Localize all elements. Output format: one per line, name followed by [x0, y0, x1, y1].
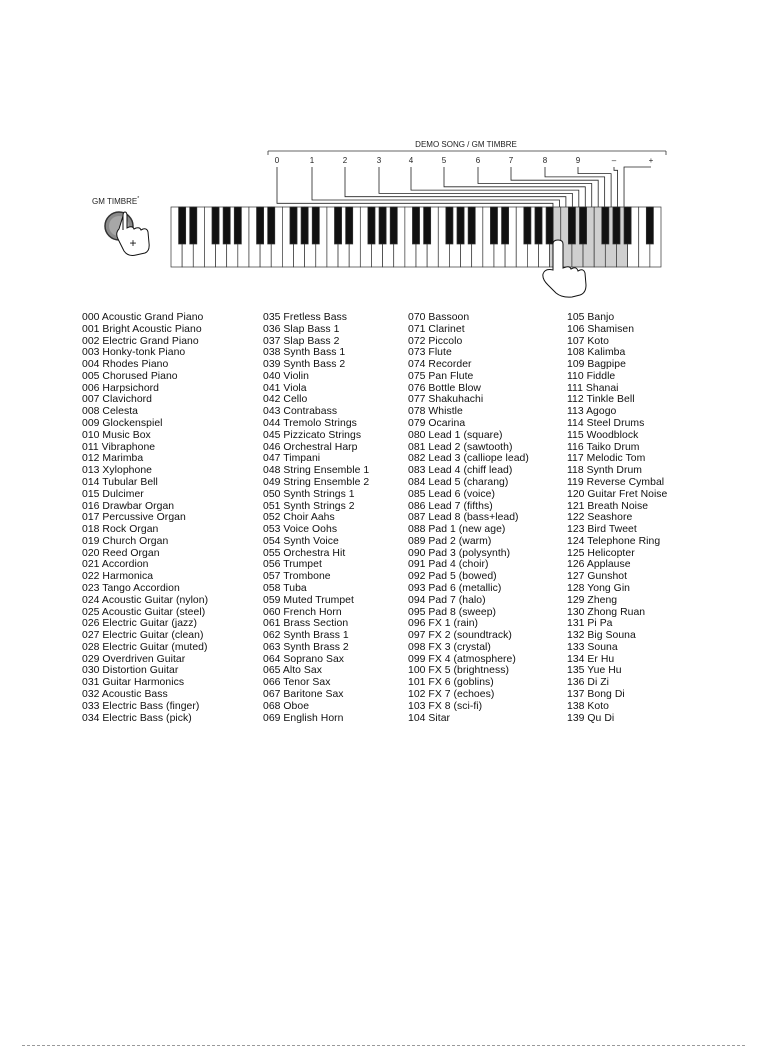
gm-timbre-text: GM TIMBRE: [92, 197, 138, 206]
timbre-item: 064 Soprano Sax: [263, 653, 345, 665]
timbre-item: 068 Oboe: [263, 700, 310, 712]
timbre-item: 071 Clarinet: [408, 323, 465, 335]
timbre-item: 008 Celesta: [82, 406, 139, 418]
timbre-item: 020 Reed Organ: [82, 547, 160, 559]
timbre-item: 092 Pad 5 (bowed): [408, 571, 497, 583]
timbre-item: 060 French Horn: [263, 606, 342, 618]
timbre-item: 042 Cello: [263, 394, 308, 406]
timbre-item: 003 Honky-tonk Piano: [82, 347, 186, 359]
timbre-item: 052 Choir Aahs: [263, 512, 335, 524]
timbre-item: 017 Percussive Organ: [82, 512, 186, 524]
timbre-item: 133 Souna: [567, 641, 618, 653]
timbre-item: 130 Zhong Ruan: [567, 606, 646, 618]
timbre-item: 098 FX 3 (crystal): [408, 641, 491, 653]
timbre-item: 034 Electric Bass (pick): [82, 712, 192, 724]
timbre-item: 022 Harmonica: [82, 571, 154, 583]
black-key: [223, 207, 230, 244]
timbre-item: 093 Pad 6 (metallic): [408, 582, 502, 594]
timbre-item: 103 FX 8 (sci-fi): [408, 700, 483, 712]
callout-lines: [277, 167, 651, 207]
key-number-labels: [275, 156, 654, 165]
timbre-item: 016 Drawbar Organ: [82, 500, 175, 512]
black-key: [468, 207, 475, 244]
black-key: [524, 207, 531, 244]
timbre-item: 101 FX 6 (goblins): [408, 677, 494, 689]
timbre-item: 075 Pan Flute: [408, 370, 474, 382]
key-number-label: 3: [376, 156, 382, 165]
timbre-item: 046 Orchestral Harp: [263, 441, 358, 453]
plus-glyph: +: [129, 236, 137, 250]
timbre-item: 076 Bottle Blow: [408, 382, 481, 394]
timbre-item: 007 Clavichord: [82, 394, 153, 406]
black-key: [502, 207, 509, 244]
timbre-item: 054 Synth Voice: [263, 535, 339, 547]
gm-timbre-asterisk: *: [137, 196, 140, 202]
timbre-column-1: [82, 312, 282, 724]
timbre-item: 084 Lead 5 (charang): [408, 476, 509, 488]
timbre-item: 040 Violin: [263, 370, 309, 382]
timbre-item: 086 Lead 7 (fifths): [408, 500, 493, 512]
timbre-item: 048 String Ensemble 1: [263, 465, 370, 477]
timbre-item: 081 Lead 2 (sawtooth): [408, 441, 513, 453]
black-key: [290, 207, 297, 244]
timbre-item: 051 Synth Strings 2: [263, 500, 355, 512]
timbre-item: 112 Tinkle Bell: [567, 394, 635, 406]
timbre-item: 121 Breath Noise: [567, 500, 649, 512]
key-number-label: 0: [274, 156, 280, 165]
black-key: [613, 207, 620, 244]
timbre-item: 067 Baritone Sax: [263, 689, 344, 700]
timbre-item: 104 Sitar: [408, 712, 451, 724]
black-key: [257, 207, 264, 244]
timbre-item: 132 Big Souna: [567, 630, 636, 642]
timbre-item: 000 Acoustic Grand Piano: [82, 312, 204, 323]
key-number-label: 5: [441, 156, 447, 165]
key-number-label: 7: [508, 156, 514, 165]
timbre-item: 082 Lead 3 (calliope lead): [408, 453, 529, 465]
timbre-item: 045 Pizzicato Strings: [263, 429, 362, 441]
timbre-item: 053 Voice Oohs: [263, 524, 338, 536]
timbre-item: 079 Ocarina: [408, 418, 466, 430]
timbre-item: 124 Telephone Ring: [567, 535, 661, 547]
black-key: [579, 207, 586, 244]
key-number-label: +: [648, 156, 654, 165]
timbre-item: 139 Qu Di: [567, 712, 615, 724]
timbre-item: 032 Acoustic Bass: [82, 689, 168, 700]
gm-timbre-label: [92, 196, 139, 206]
timbre-item: 061 Brass Section: [263, 618, 349, 630]
callout-line: [614, 167, 618, 207]
timbre-item: 019 Church Organ: [82, 535, 169, 547]
black-key: [268, 207, 275, 244]
timbre-item: 074 Recorder: [408, 359, 472, 371]
timbre-item: 115 Woodblock: [567, 429, 639, 441]
callout-line: [444, 167, 585, 207]
timbre-item: 013 Xylophone: [82, 465, 152, 477]
timbre-column-4: [567, 312, 767, 724]
timbre-item: 024 Acoustic Guitar (nylon): [82, 594, 209, 606]
timbre-item: 055 Orchestra Hit: [263, 547, 346, 559]
timbre-item: 099 FX 4 (atmosphere): [408, 653, 516, 665]
timbre-item: 120 Guitar Fret Noise: [567, 488, 668, 500]
black-key: [312, 207, 319, 244]
timbre-item: 114 Steel Drums: [567, 418, 645, 430]
timbre-item: 109 Bagpipe: [567, 359, 626, 371]
timbre-item: 028 Electric Guitar (muted): [82, 641, 208, 653]
timbre-item: 005 Chorused Piano: [82, 370, 178, 382]
timbre-item: 118 Synth Drum: [567, 465, 643, 477]
black-key: [546, 207, 553, 244]
timbre-item: 059 Muted Trumpet: [263, 594, 354, 606]
timbre-item: 125 Helicopter: [567, 547, 635, 559]
black-key: [568, 207, 575, 244]
black-key: [535, 207, 542, 244]
keyboard-diagram: [0, 0, 767, 300]
piano-keyboard: [171, 207, 661, 267]
timbre-item: 095 Pad 8 (sweep): [408, 606, 497, 618]
timbre-item: 138 Koto: [567, 700, 609, 712]
timbre-item: 073 Flute: [408, 347, 452, 359]
callout-line: [624, 167, 651, 207]
timbre-item: 036 Slap Bass 1: [263, 323, 340, 335]
black-key: [390, 207, 397, 244]
timbre-item: 119 Reverse Cymbal: [567, 476, 665, 488]
black-key: [446, 207, 453, 244]
timbre-item: 094 Pad 7 (halo): [408, 594, 486, 606]
timbre-item: 009 Glockenspiel: [82, 418, 163, 430]
timbre-item: 026 Electric Guitar (jazz): [82, 618, 198, 630]
black-key: [190, 207, 197, 244]
timbre-item: 096 FX 1 (rain): [408, 618, 479, 630]
timbre-item: 136 Di Zi: [567, 677, 610, 689]
timbre-item: 091 Pad 4 (choir): [408, 559, 489, 571]
timbre-item: 029 Overdriven Guitar: [82, 653, 186, 665]
timbre-item: 083 Lead 4 (chiff lead): [408, 465, 513, 477]
timbre-item: 106 Shamisen: [567, 323, 635, 335]
timbre-item: 056 Trumpet: [263, 559, 322, 571]
timbre-item: 027 Electric Guitar (clean): [82, 630, 204, 642]
timbre-item: 047 Timpani: [263, 453, 321, 465]
black-key: [368, 207, 375, 244]
timbre-item: 070 Bassoon: [408, 312, 470, 323]
timbre-item: 001 Bright Acoustic Piano: [82, 323, 202, 335]
timbre-item: 122 Seashore: [567, 512, 633, 524]
timbre-item: 006 Harpsichord: [82, 382, 159, 394]
timbre-item: 108 Kalimba: [567, 347, 626, 359]
timbre-item: 135 Yue Hu: [567, 665, 622, 677]
timbre-item: 030 Distortion Guitar: [82, 665, 179, 677]
black-key: [334, 207, 341, 244]
key-number-label: 9: [575, 156, 581, 165]
timbre-item: 035 Fretless Bass: [263, 312, 348, 323]
timbre-item: 058 Tuba: [263, 582, 307, 594]
timbre-item: 065 Alto Sax: [263, 665, 322, 677]
timbre-item: 033 Electric Bass (finger): [82, 700, 200, 712]
key-number-label: 6: [475, 156, 481, 165]
black-key: [234, 207, 241, 244]
bottom-rule: [22, 1045, 745, 1046]
timbre-item: 012 Marimba: [82, 453, 144, 465]
timbre-item: 014 Tubular Bell: [82, 476, 158, 488]
timbre-item: 039 Synth Bass 2: [263, 359, 346, 371]
timbre-item: 018 Rock Organ: [82, 524, 159, 536]
timbre-item: 063 Synth Brass 2: [263, 641, 349, 653]
timbre-item: 127 Gunshot: [567, 571, 628, 583]
black-key: [624, 207, 631, 244]
timbre-item: 129 Zheng: [567, 594, 618, 606]
timbre-item: 090 Pad 3 (polysynth): [408, 547, 511, 559]
timbre-item: 087 Lead 8 (bass+lead): [408, 512, 519, 524]
timbre-item: 023 Tango Accordion: [82, 582, 180, 594]
timbre-item: 134 Er Hu: [567, 653, 615, 665]
timbre-item: 080 Lead 1 (square): [408, 429, 503, 441]
timbre-item: 123 Bird Tweet: [567, 524, 637, 536]
timbre-item: 110 Fiddle: [567, 370, 616, 382]
timbre-item: 072 Piccolo: [408, 335, 463, 347]
black-key: [602, 207, 609, 244]
timbre-item: 015 Dulcimer: [82, 488, 144, 500]
key-number-label: –: [611, 156, 617, 165]
black-key: [457, 207, 464, 244]
timbre-item: 128 Yong Gin: [567, 582, 631, 594]
timbre-item: 025 Acoustic Guitar (steel): [82, 606, 206, 618]
timbre-item: 050 Synth Strings 1: [263, 488, 355, 500]
diagram-title: DEMO SONG / GM TIMBRE: [415, 140, 517, 149]
black-key: [179, 207, 186, 244]
key-number-label: 2: [342, 156, 348, 165]
black-key: [490, 207, 497, 244]
timbre-item: 107 Koto: [567, 335, 609, 347]
black-key: [379, 207, 386, 244]
black-key: [646, 207, 653, 244]
timbre-item: 062 Synth Brass 1: [263, 630, 349, 642]
timbre-item: 105 Banjo: [567, 312, 615, 323]
key-number-label: 1: [309, 156, 315, 165]
black-key: [424, 207, 431, 244]
timbre-item: 002 Electric Grand Piano: [82, 335, 199, 347]
timbre-item: 041 Viola: [263, 382, 307, 394]
timbre-item: 085 Lead 6 (voice): [408, 488, 495, 500]
timbre-item: 111 Shanai: [567, 382, 619, 394]
timbre-item: 044 Tremolo Strings: [263, 418, 357, 430]
black-key: [412, 207, 419, 244]
black-key: [212, 207, 219, 244]
timbre-item: 049 String Ensemble 2: [263, 476, 370, 488]
timbre-item: 089 Pad 2 (warm): [408, 535, 492, 547]
timbre-item: 021 Accordion: [82, 559, 149, 571]
key-number-label: 8: [542, 156, 548, 165]
timbre-item: 037 Slap Bass 2: [263, 335, 340, 347]
timbre-item: 097 FX 2 (soundtrack): [408, 630, 512, 642]
timbre-item: 131 Pi Pa: [567, 618, 613, 630]
timbre-item: 066 Tenor Sax: [263, 677, 331, 689]
timbre-item: 011 Vibraphone: [82, 441, 156, 453]
timbre-item: 117 Melodic Tom: [567, 453, 646, 465]
timbre-item: 077 Shakuhachi: [408, 394, 484, 406]
timbre-item: 043 Contrabass: [263, 406, 338, 418]
timbre-item: 038 Synth Bass 1: [263, 347, 346, 359]
timbre-item: 113 Agogo: [567, 406, 617, 418]
timbre-item: 078 Whistle: [408, 406, 463, 418]
timbre-item: 088 Pad 1 (new age): [408, 524, 506, 536]
timbre-item: 057 Trombone: [263, 571, 331, 583]
timbre-item: 116 Taiko Drum: [567, 441, 640, 453]
timbre-item: 031 Guitar Harmonics: [82, 677, 185, 689]
key-number-label: 4: [408, 156, 414, 165]
black-key: [346, 207, 353, 244]
timbre-item: 010 Music Box: [82, 429, 151, 441]
timbre-item: 137 Bong Di: [567, 689, 625, 700]
timbre-item: 069 English Horn: [263, 712, 344, 724]
timbre-item: 004 Rhodes Piano: [82, 359, 169, 371]
timbre-item: 126 Applause: [567, 559, 631, 571]
timbre-item: 102 FX 7 (echoes): [408, 689, 495, 700]
timbre-item: 100 FX 5 (brightness): [408, 665, 509, 677]
black-key: [301, 207, 308, 244]
